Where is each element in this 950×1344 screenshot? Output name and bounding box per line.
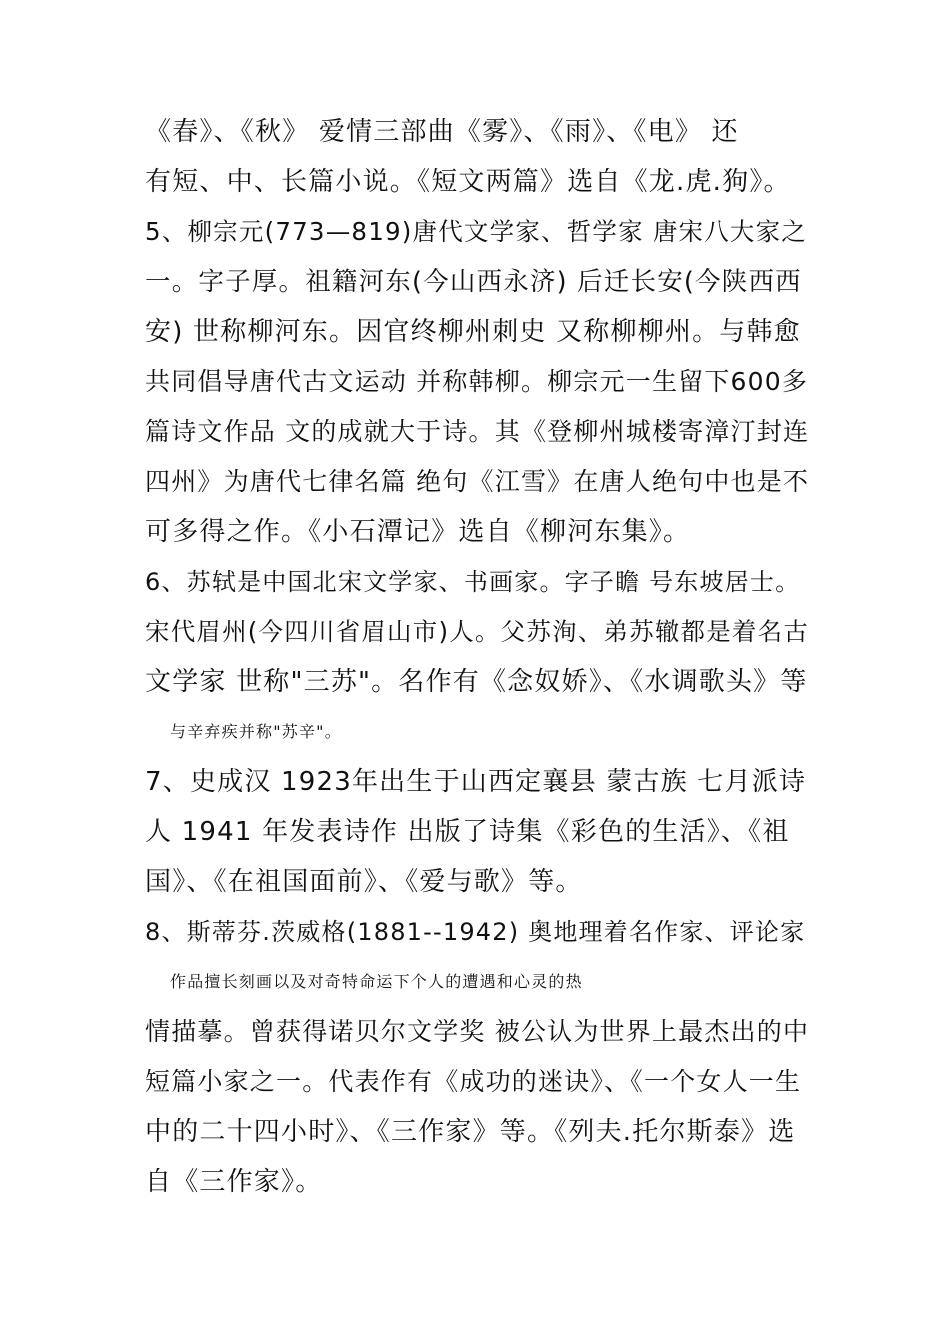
text-line: 四州》为唐代七律名篇 绝句《江雪》在唐人绝句中也是不 [145,467,810,496]
text-line: 7、史成汉 1923年出生于山西定襄县 蒙古族 七月派诗 [145,767,807,797]
text-line: 宋代眉州(今四川省眉山市)人。父苏洵、弟苏辙都是着名古 [145,617,810,646]
text-line: 与辛弃疾并称"苏辛"。 [170,722,342,741]
text-line: 作品擅长刻画以及对奇特命运下个人的遭遇和心灵的热 [170,972,583,991]
text-line: 中的二十四小时》、《三作家》等。《列夫.托尔斯泰》选 [145,1117,796,1147]
text-line: 短篇小家之一。代表作有《成功的迷诀》、《一个女人一生 [145,1067,802,1096]
text-line: 篇诗文作品 文的成就大于诗。其《登柳州城楼寄漳汀封连 [145,417,810,446]
text-line: 安) 世称柳河东。因官终柳州刺史 又称柳柳州。与韩愈 [145,317,801,347]
text-line: 一。字子厚。祖籍河东(今山西永济) 后迁长安(今陕西西 [145,267,802,297]
text-line: 人 1941 年发表诗作 出版了诗集《彩色的生活》、《祖 [145,817,790,847]
text-line: 可多得之作。《小石潭记》选自《柳河东集》。 [145,517,691,547]
text-line: 《春》、《秋》 爱情三部曲《雾》、《雨》、《电》 还 [145,117,739,147]
text-line: 有短、中、长篇小说。《短文两篇》选自《龙.虎.狗》。 [145,167,791,197]
text-line: 6、苏轼是中国北宋文学家、书画家。字子瞻 号东坡居士。 [145,568,801,596]
text-line: 5、柳宗元(773—819)唐代文学家、哲学家 唐宋八大家之 [145,217,808,246]
text-line: 共同倡导唐代古文运动 并称韩柳。柳宗元一生留下600多 [145,367,809,396]
text-line: 8、斯蒂芬.茨威格(1881--1942) 奥地理着名作家、评论家 [145,918,806,946]
text-line: 自《三作家》。 [145,1167,323,1197]
text-line: 文学家 世称"三苏"。名作有《念奴娇》、《水调歌头》等 [145,667,808,697]
text-line: 情描摹。曾获得诺贝尔文学奖 被公认为世界上最杰出的中 [145,1017,810,1046]
text-line: 国》、《在祖国面前》、《爱与歌》等。 [145,867,583,897]
